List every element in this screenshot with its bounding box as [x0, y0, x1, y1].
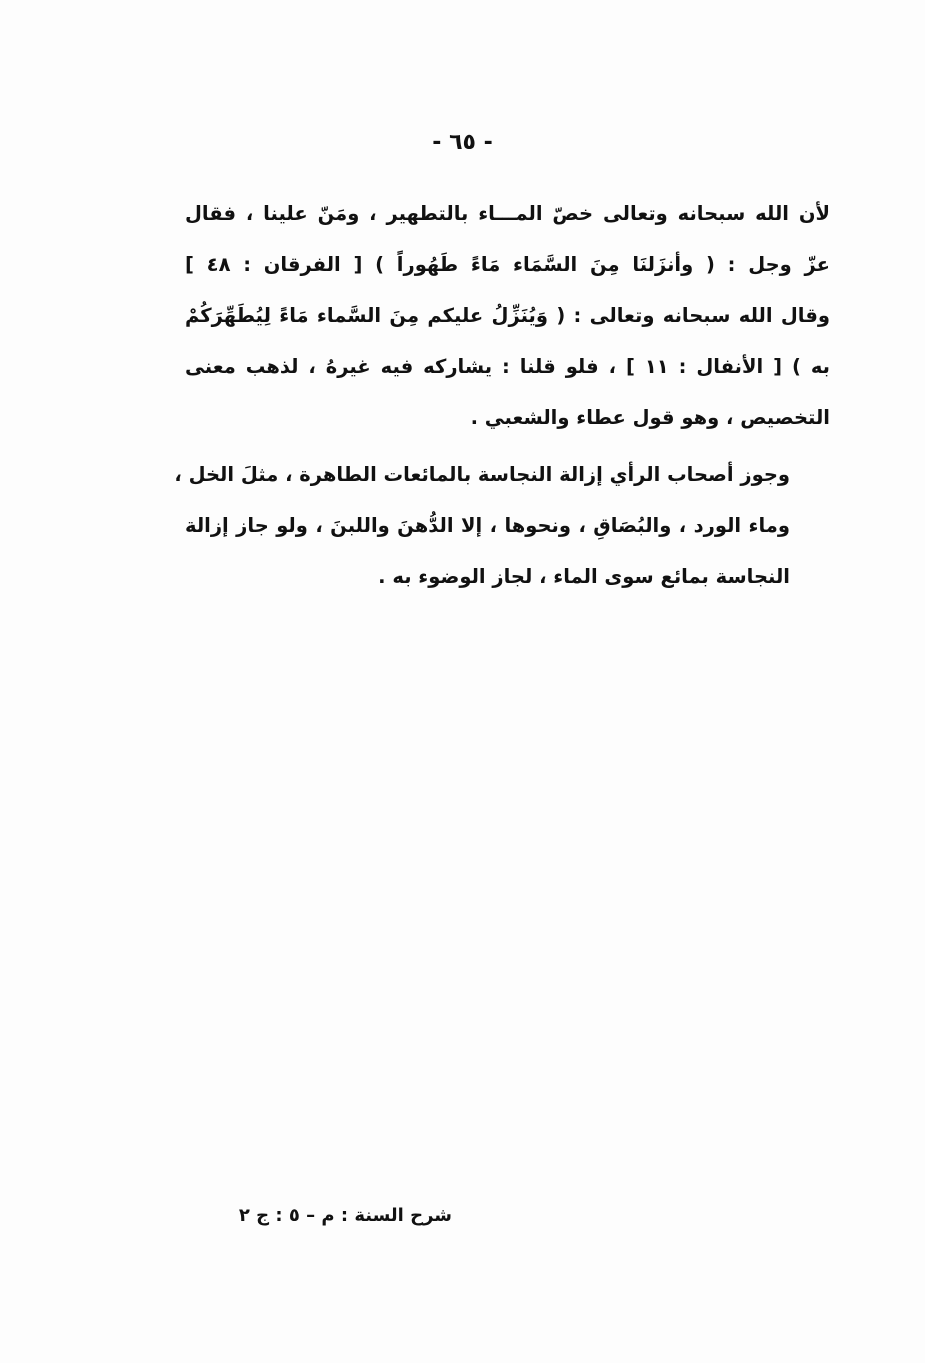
paragraph-2 [174, 449, 830, 602]
text-line: وجوز أصحاب الرأي إزالة النجاسة بالمائعات الطاهرة ، مثلَ الخل ، [174, 463, 790, 486]
text-line: عزّ وجل : ( وأنزَلنَا مِنَ السَّمَاء مَاءً طَهُوراً ) [ الفرقان : ٤٨ ] [185, 253, 830, 276]
page-number: - ٦٥ - [432, 130, 493, 155]
text-line: لأن الله سبحانه وتعالى خصّ المـــاء بالتطهير ، ومَنّ علينا ، فقال [185, 202, 830, 225]
footer-signature: شرح السنة : م – ٥ : ج ٢ [238, 1205, 452, 1226]
text-line: به ) [ الأنفال : ١١ ] ، فلو قلنا : يشاركه فيه غيرهُ ، لذهب معنى [185, 355, 830, 378]
text-line: وقال الله سبحانه وتعالى : ( وَيُنَزِّلُ عليكم مِنَ السَّماء مَاءً لِيُطَهِّرَكُمْ [185, 304, 830, 327]
text-line: التخصيص ، وهو قول عطاء والشعبي . [470, 406, 830, 429]
text-line: وماء الورد ، والبُصَاقِ ، ونحوها ، إلا الدُّهنَ واللبنَ ، ولو جاز إزالة [185, 514, 790, 537]
text-line: النجاسة بمائع سوى الماء ، لجاز الوضوء به . [378, 565, 790, 588]
body-text [174, 188, 830, 602]
paragraph-1 [185, 188, 830, 443]
